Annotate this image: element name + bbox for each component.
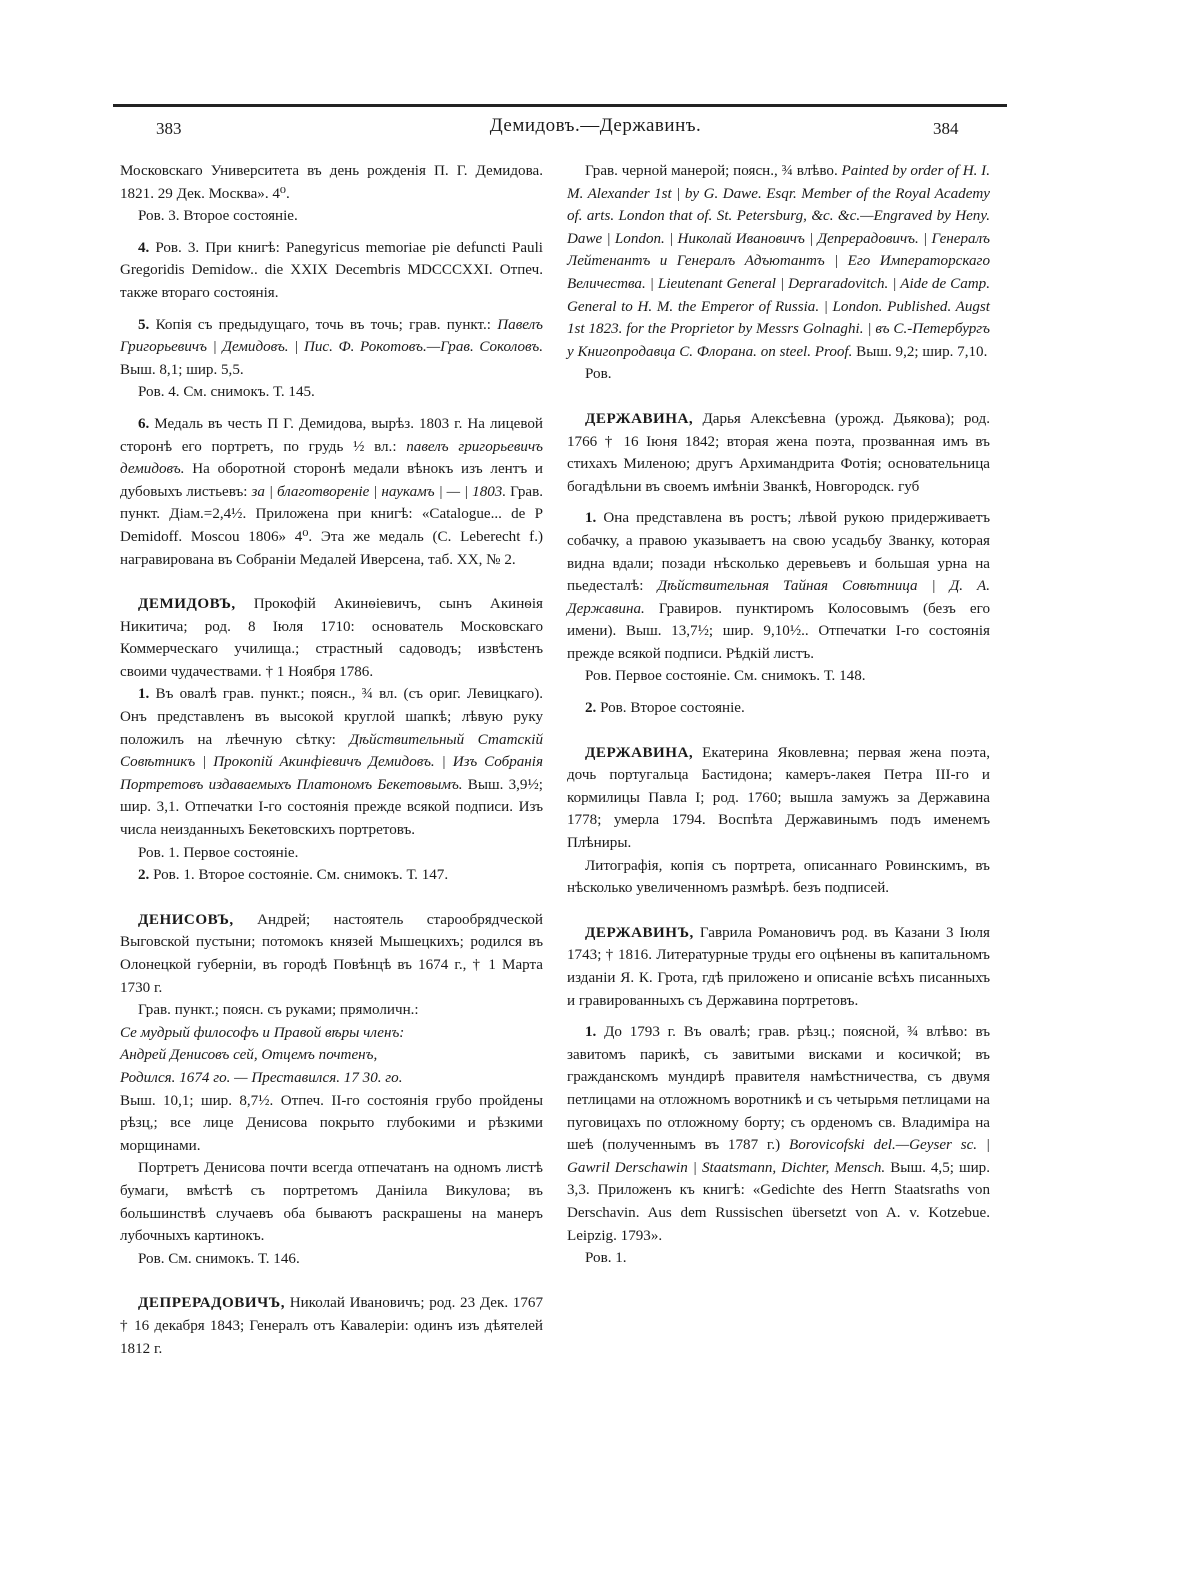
- entry-denisov: ДЕНИСОВЪ, Андрей; настоятель старообрядческой Выговской пустыни; потомокъ князей Мышецкихъ; родился въ Олонецкой губерніи, въ городѣ Повѣнцѣ въ 1674 г., † 1 Марта 1730 г.: [120, 911, 544, 996]
- paragraph: 4. Ров. 3. При книгѣ: Panegyricus memoriae pie defuncti Pauli Gregoridis Demidow.. die XXIX Decembris MDCCCXXI. Отпеч. также втораго состоянія.: [120, 239, 543, 301]
- entry-heading: ДЕРЖАВИНЪ,: [585, 924, 694, 941]
- paragraph: Выш. 10,1; шир. 8,7½. Отпеч. II-го состоянія грубо пройдены рѣзц,; все лице Денисова покрыто глубокими и рѣзкими морщинами.: [120, 1092, 543, 1154]
- entry-derzhavin: ДЕРЖАВИНЪ, Гаврила Романовичъ род. въ Казани 3 Іюля 1743; † 1816. Литературные труды его оцѣнены въ капитальномъ изданіи Я. К. Грота, гдѣ приложено и описаніе всѣхъ писанныхъ и гравированныхъ съ Державина портретовъ.: [567, 924, 990, 1009]
- paragraph: Ров. Первое состояніе. См. снимокъ. Т. 148.: [585, 668, 866, 685]
- running-title: Демидовъ.—Державинъ.: [489, 115, 702, 136]
- paragraph: 1. Въ овалѣ грав. пункт.; поясн., ¾ вл. (съ ориг. Левицкаго). Онъ представленъ въ высокой круглой шапкѣ; лѣвую руку положилъ на лѣечную сѣтку: Дѣйствительный Статскій Совѣтникъ | Прокопій Акинфіевичъ Демидовъ. | Изъ Собранія Портретовъ издаваемыхъ Платономъ Бекетовымъ. Выш. 3,9½; шир. 3,1. Отпечатки I-го состоянія прежде всякой подписи. Изъ числа неизданныхъ Бекетовскихъ портретовъ.: [120, 686, 543, 839]
- paragraph: Ров. 1. Первое состояніе.: [138, 844, 299, 861]
- entry-heading: ДЕНИСОВЪ,: [138, 911, 234, 928]
- entry-demidov: ДЕМИДОВЪ, Прокофій Акинѳіевичъ, сынъ Акинѳія Никитича; род. 8 Іюля 1710: основатель Московскаго Коммерческаго училища.; страстный садоводъ; извѣстенъ своими чудачествами. † 1 Ноября 1786.: [120, 596, 543, 680]
- paragraph: 1. Она представлена въ ростъ; лѣвой рукою придерживаетъ собачку, а правою указываетъ на свою усадьбу Званку, которая видна вдали; позади нѣсколько деревьевъ и большая урна на пьедесталѣ: Дѣйствительная Тайная Совѣтница | Д. А. Державина. Гравиров. пунктиромъ Колосовымъ (безъ его имени). Выш. 13,7½; шир. 9,10½.. Отпечатки I-го состоянія прежде всякой подписи. Рѣдкій листъ.: [567, 510, 991, 662]
- verse-line: Се мудрый философъ и Правой вѣры членъ:: [120, 1024, 405, 1041]
- entry-heading: ДЕРЖАВИНА,: [585, 744, 694, 761]
- page-number-left: 383: [156, 119, 182, 138]
- paragraph: Ров. 3. Второе состояніе.: [138, 208, 298, 225]
- entry-depreradovich: ДЕПРЕРАДОВИЧЪ, Николай Ивановичъ; род. 23 Дек. 1767 † 16 декабря 1843; Генералъ отъ Кавалеріи: одинъ изъ дѣятелей 1812 г.: [120, 1295, 543, 1357]
- entry-heading: ДЕПРЕРАДОВИЧЪ,: [138, 1295, 285, 1312]
- paragraph: Грав. пункт.; поясн. съ руками; прямоличн.:: [138, 1002, 419, 1019]
- page-number-right: 384: [933, 119, 959, 138]
- paragraph: 5. Копія съ предыдущаго, точь въ точь; грав. пункт.: Павелъ Григорьевичъ | Демидовъ. | Пис. Ф. Рокотовъ.—Грав. Соколовъ. Выш. 8,1; шир. 5,5.: [120, 316, 544, 378]
- verse-line: Андрей Денисовъ сей, Отцемъ почтенъ,: [120, 1047, 378, 1064]
- paragraph: 2. Ров. Второе состояніе.: [585, 700, 745, 717]
- header-rule: [113, 104, 1007, 107]
- verse-line: Родился. 1674 го. — Преставился. 17 30. го.: [120, 1069, 403, 1086]
- paragraph: 6. Медаль въ честь П Г. Демидова, вырѣз. 1803 г. На лицевой сторонѣ его портретъ, по грудь ½ вл.: павелъ григорьевичъ демидовъ. На оборотной сторонѣ медали вѣнокъ изъ лентъ и дубовыхъ листьевъ: за | благотвореніе | наукамъ | — | 1803. Грав. пункт. Діам.=2,4½. Приложена при книгѣ: «Catalogue... de P Demidoff. Moscou 1806» 4⁰. Эта же медаль (С. Leberecht f.) награвирована въ Собраніи Медалей Иверсена, таб. XX, № 2.: [120, 415, 543, 568]
- entry-derzhavina-darya: ДЕРЖАВИНА, Дарья Алексѣевна (урожд. Дьякова); род. 1766 † 16 Іюня 1842; вторая жена поэта, прозванная имъ въ стихахъ Миленою; другъ Архимандрита Фотія; основательница богадѣльни въ своемъ имѣніи Званкѣ, Новгородск. губ: [567, 410, 990, 495]
- left-column: [120, 160, 543, 1360]
- paragraph: 1. До 1793 г. Въ овалѣ; грав. рѣзц.; поясной, ¾ влѣво: въ завитомъ парикѣ, съ завитыми висками и косичкой; въ гражданскомъ мундирѣ правителя намѣстничества, съ двумя петлицами на отложномъ воротникѣ и съ четырьмя петлицами на пуговицахъ по отложному борту; съ орденомъ св. Владиміра на шеѣ (полученнымъ въ 1787 г.) Borovicofski del.—Geyser sc. | Gawril Derschawin | Staatsmann, Dichter, Mensch. Выш. 4,5; шир. 3,3. Приложенъ къ книгѣ: «Gedichte des Herrn Staatsraths von Derschavin. Aus dem Russischen übersetzt von A. v. Kotzebue. Leipzig. 1793».: [567, 1024, 990, 1244]
- paragraph: Московскаго Университета въ день рожденія П. Г. Демидова. 1821. 29 Дек. Москва». 4⁰.: [120, 163, 543, 202]
- paragraph: 2. Ров. 1. Второе состояніе. См. снимокъ. Т. 147.: [138, 867, 449, 884]
- entry-heading: ДЕМИДОВЪ,: [138, 596, 236, 613]
- paragraph: Ров. 4. См. снимокъ. Т. 145.: [138, 384, 315, 401]
- entry-derzhavina-ekaterina: ДЕРЖАВИНА, Екатерина Яковлевна; первая жена поэта, дочь португальца Бастидона; камеръ-лакея Петра III-го и кормилицы Павла I; род. 1760; вышла замужъ за Державина 1778; умерла 1794. Воспѣта Державинымъ подъ именемъ Плѣниры.: [567, 744, 990, 852]
- paragraph: Ров. См. снимокъ. Т. 146.: [138, 1250, 300, 1267]
- paragraph: Портретъ Денисова почти всегда отпечатанъ на одномъ листѣ бумаги, вмѣстѣ съ портретомъ Даніила Викулова; въ большинствѣ случаевъ оба бываютъ раскрашены на манеръ лубочныхъ картинокъ.: [120, 1160, 543, 1245]
- entry-heading: ДЕРЖАВИНА,: [585, 410, 694, 427]
- paragraph: Ров. 1.: [585, 1250, 627, 1267]
- paragraph: Литографія, копія съ портрета, описаннаго Ровинскимъ, въ нѣсколько увеличенномъ размѣрѣ. безъ подписей.: [567, 857, 990, 897]
- paragraph: Грав. черной манерой; поясн., ¾ влѣво. Painted by order of H. I. M. Alexander 1st | by G. Dawe. Esqr. Member of the Royal Academy of. arts. London that of. St. Petersburg, &c. &c.—Engraved by Heny. Dawe | London. | Николай Ивановичъ | Депрерадовичъ. | Генералъ Лейтенантъ и Генералъ Адъютантъ | Его Императорскаго Величества. | Lieutenant General | Depraradovitch. | Aide de Camp. General to H. M. the Emperor of Russia. | London. Published. Augst 1st 1823. for the Proprietor by Messrs Golnaghi. | въ С.-Петербургъ у Книгопродавца С. Флорана. on steel. Proof. Выш. 9,2; шир. 7,10.: [567, 163, 990, 360]
- right-column: [567, 160, 990, 1270]
- paragraph: Ров.: [585, 366, 612, 383]
